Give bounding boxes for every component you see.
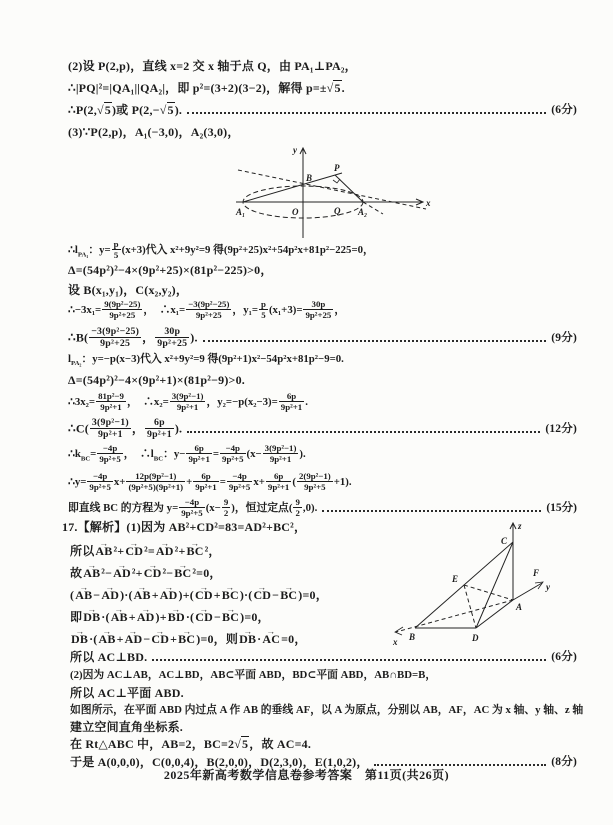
text-line	[68, 284, 188, 298]
score-badge: (8分)	[551, 756, 577, 769]
dotted-leader	[322, 509, 541, 512]
line-text: (3)∵P(2,p)，A₁(−3,0)，A₂(3,0)，	[68, 125, 240, 139]
score-badge: (15分)	[546, 502, 577, 515]
label-point-a: A	[516, 602, 523, 612]
line-p-a2	[335, 175, 363, 202]
line-text: $\therefore l_{PA_1}$：y= $\frac{p}{5}$ (x+3)代入 x²+9y²=9 得(9p²+25)x²+54p²x+81p²−225=0，	[68, 239, 374, 261]
label-point-a2: A₂	[358, 207, 368, 217]
y-axis-arrow	[535, 582, 543, 589]
label-y-axis: y	[546, 582, 550, 592]
score-badge: (6分)	[551, 651, 577, 664]
line-text: 17.【解析】(1)因为 AB²+CD²=83=AD²+BC²，	[62, 520, 307, 534]
space-figure-svg	[390, 518, 600, 663]
space-figure	[390, 518, 600, 663]
label-point-d: D	[472, 633, 479, 643]
text-line	[70, 631, 307, 647]
text-line	[68, 418, 577, 442]
text-line	[68, 392, 308, 413]
label-point-a1: A₁	[236, 207, 246, 217]
text-line	[70, 721, 183, 735]
text-line	[68, 498, 577, 519]
text-line	[70, 609, 270, 625]
text-line	[68, 60, 357, 74]
line-text: ∴3x₂= $\frac{\text{81p²−9}}{\text{9p²+1}}$ ， ∴x₂= $\frac{\text{3(9p²−1)}}{\text{9p²+1}}$ ，y₂=−p(x₂−3)= $\frac{6p}{\text{9p²+1}}$ .	[68, 391, 308, 413]
label-point-c: C	[501, 536, 508, 546]
line-text: ∴B( $\frac{\text{−3(9p²−25)}}{\text{9p²+25}}$ ， $\frac{30p}{\text{9p²+25}}$ ).	[68, 326, 198, 350]
line-text: $\therefore k_{BC}=$ $\frac{-4p}{\text{9p²+5}}$ ， $\therefore l_{BC}$：y− $\frac{6p}{\text{9p²+1}}$ = $\frac{-4p}{\text{9p²+5}}$ (x− $\frac{\text{3(9p²−1)}}{\text{9p²+1}}$ ).	[68, 443, 306, 465]
text-line	[68, 327, 577, 351]
label-point-q: Q	[334, 206, 341, 216]
text-line	[68, 104, 577, 118]
line-text: Δ=(54p²)²−4×(9p²+25)×(81p²−225)>0，	[68, 263, 273, 277]
line-text: 在 Rt△ABC 中，AB=2，BC=2√5，故 AC=4.	[70, 737, 312, 751]
text-line	[70, 565, 222, 581]
text-line	[68, 472, 352, 493]
score-badge: (6分)	[551, 104, 577, 117]
label-x-axis: x	[426, 198, 431, 208]
line-text: Δ=(54p²)²−4×(9p²+1)×(81p²−9)>0.	[68, 373, 245, 387]
line-text: 故→ AB²−→ AD²+→ CD²−→ BC²=0，	[70, 565, 222, 581]
right-angle-mark	[333, 179, 340, 183]
line-text: 所以→ AB²+→ CD²=→ AD²+→ BC²，	[70, 543, 221, 559]
y-axis-ray	[513, 583, 542, 600]
label-point-b: B	[409, 632, 416, 642]
text-line	[70, 687, 184, 701]
dotted-leader	[203, 339, 547, 342]
text-line	[68, 82, 345, 96]
line-text: ∴P(2,√5)或 P(2,−√5).	[68, 103, 183, 117]
line-text: ∴−3x₁= $\frac{\text{9(9p²−25)}}{\text{9p²+25}}$ ， ∴x₁= $\frac{\text{−3(9p²−25)}}{\text{9p²+25}}$ ，y₁= $\frac{p}{5}$ (x₁+3)= $\frac{30p}{\text{9p²+25}}$ ，	[68, 299, 346, 321]
page-footer: 2025年新高考数学信息卷参考答案 第11页(共26页)	[163, 768, 450, 782]
label-x-axis: x	[393, 637, 398, 647]
text-line	[68, 444, 306, 465]
line-text: 建立空间直角坐标系.	[70, 720, 184, 734]
text-line	[62, 521, 306, 535]
dotted-leader	[187, 430, 540, 433]
line-text: 即直线 BC 的方程为 y= $\frac{-4p}{\text{9p²+5}}$ (x− $\frac{9}{2}$ )，恒过定点( $\frac{9}{2}$ ,0).	[68, 497, 318, 519]
text-line	[70, 543, 221, 559]
text-line	[68, 240, 374, 261]
text-line	[68, 374, 245, 388]
label-z-axis: z	[518, 521, 522, 531]
text-line	[68, 126, 240, 140]
line-text: 即→ DB·(→ AB+→ AD)+→ BD·(→ CD−→ BC)=0，	[70, 609, 270, 625]
text-line	[70, 669, 436, 681]
segment-e-d	[464, 585, 476, 628]
score-badge: (9分)	[551, 332, 577, 345]
line-text: (2)因为 AC⊥AB，AC⊥BD，AB⊂平面 ABD，BD⊂平面 ABD，AB∩BD=B，	[70, 669, 437, 681]
dotted-leader	[187, 111, 546, 114]
text-line	[70, 587, 328, 603]
ellipse-figure-svg	[230, 142, 435, 242]
label-origin: O	[292, 207, 299, 217]
text-line	[70, 704, 583, 716]
line-text: ∴C( $\frac{\text{3(9p²−1)}}{\text{9p²+1}}$ ， $\frac{6p}{\text{9p²+1}}$ ).	[68, 417, 183, 441]
label-point-b: B	[306, 173, 313, 183]
line-text: (2)设 P(2,p)，直线 x=2 交 x 轴于点 Q，由 PA₁⊥PA₂，	[68, 59, 357, 73]
label-point-p: P	[334, 163, 340, 173]
text-line	[68, 264, 273, 278]
label-point-f: F	[533, 568, 540, 578]
text-line	[70, 738, 311, 752]
x-axis-ray	[396, 600, 513, 632]
x-axis-arrow	[395, 627, 403, 635]
ellipse-figure	[230, 142, 435, 242]
line-text: $l_{PA_2}$：y=−p(x−3)代入 x²+9y²=9 得(9p²+1)x²−54p²x+81p²−9=0.	[68, 353, 344, 368]
line-text: 设 B(x₁,y₁)，C(x₂,y₂)，	[68, 283, 189, 297]
text-line	[68, 353, 344, 368]
line-text: (→ AB−→ AD)·(→ AB+→ AD)+(→ CD+→ BC)·(→ CD−→ BC)=0，	[70, 587, 328, 603]
line-text: 于是 A(0,0,0)，C(0,0,4)，B(2,0,0)，D(2,3,0)，E(1,0,2)，	[70, 755, 369, 769]
label-y-axis: y	[293, 145, 297, 155]
text-line	[68, 300, 345, 321]
label-point-e: E	[452, 574, 459, 584]
score-badge: (12分)	[545, 423, 577, 436]
line-text: → DB·(→ AB+→ AD−→ CD+→ BC)=0，则→ DB·→ AC=0，	[70, 631, 307, 647]
line-text: ∴|PQ|²=|QA₁||QA₂|，即 p²=(3+2)(3−2)，解得 p=±√5.	[68, 81, 345, 95]
line-text: 所以 AC⊥BD.	[70, 650, 148, 664]
edge-c-d	[476, 542, 513, 628]
line-text: 如图所示，在平面 ABD 内过点 A 作 AB 的垂线 AF，以 A 为原点，分别以 AB，AF，AC 为 x 轴、y 轴、z 轴	[70, 704, 584, 716]
line-text: ∴y= $\frac{-4p}{\text{9p²+5}}$ x+ $\frac{\text{12p(9p²−1)}}{\text{(9p²+5)(9p²+1)}}$ + $\frac{6p}{\text{9p²+1}}$ = $\frac{-4p}{\text{9p²+5}}$ x+ $\frac{6p}{\text{9p²+1}}$ ( $\frac{\text{2(9p²−1)}}{\text{9p²+5}}$ +1).	[68, 471, 352, 493]
line-text: 所以 AC⊥平面 ABD.	[70, 686, 184, 700]
